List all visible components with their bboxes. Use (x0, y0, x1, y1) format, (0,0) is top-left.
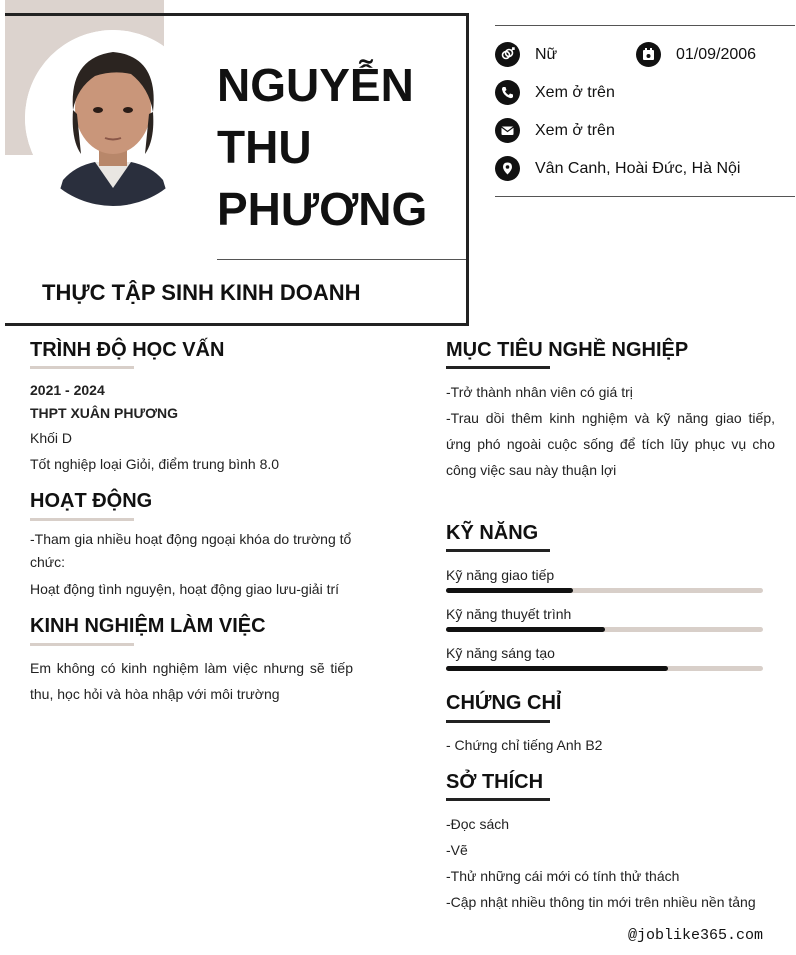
experience-title: KINH NGHIỆM LÀM VIỆC (30, 615, 266, 637)
skill-bar-fill (446, 627, 605, 632)
education-result: Tốt nghiệp loại Giỏi, điểm trung bình 8.0 (30, 456, 280, 472)
skill-bar-fill (446, 666, 668, 671)
gender-value: Nữ (535, 45, 558, 63)
full-name (217, 54, 462, 240)
hobby-item: -Cập nhật nhiều thông tin mới trên nhiều nền tảng (446, 894, 756, 910)
hobbies-underline (446, 798, 550, 801)
gender-icon (495, 42, 520, 67)
email-value: Xem ở trên (535, 121, 615, 139)
phone-icon (495, 80, 520, 105)
activities-underline (30, 518, 134, 521)
name-line: THU (217, 121, 312, 173)
contact-email (495, 118, 615, 143)
skills-underline (446, 549, 550, 552)
experience-text: Em không có kinh nghiệm làm việc nhưng sẽ tiếp thu, học hỏi và hòa nhập với môi trường (30, 660, 353, 702)
hobbies-title: SỞ THÍCH (446, 771, 544, 793)
contact-gender (495, 42, 557, 67)
activities-line-1: -Tham gia nhiều hoạt động ngoại khóa do trường tổ chức: (30, 531, 352, 570)
certificates-underline (446, 720, 550, 723)
skill-bar-track (446, 666, 763, 671)
phone-value: Xem ở trên (535, 83, 615, 101)
education-school: THPT XUÂN PHƯƠNG (30, 405, 179, 421)
job-title: THỰC TẬP SINH KINH DOANH (42, 280, 361, 305)
calendar-icon (636, 42, 661, 67)
skill-label: Kỹ năng thuyết trình (446, 606, 572, 622)
education-underline (30, 366, 134, 369)
name-divider (217, 259, 466, 260)
skill-bar-track (446, 627, 763, 632)
profile-photo (25, 30, 201, 206)
hobby-item: -Vẽ (446, 842, 468, 858)
objective-underline (446, 366, 550, 369)
skills-title: KỸ NĂNG (446, 522, 539, 544)
skill-bar-fill (446, 588, 573, 593)
contact-top-divider (495, 25, 795, 26)
activities-title: HOẠT ĐỘNG (30, 490, 153, 512)
contact-bottom-divider (495, 196, 795, 197)
objective-title: MỤC TIÊU NGHỀ NGHIỆP (446, 339, 689, 361)
education-title: TRÌNH ĐỘ HỌC VẤN (30, 339, 225, 361)
skill-label: Kỹ năng giao tiếp (446, 567, 555, 583)
birthdate-value: 01/09/2006 (676, 45, 757, 63)
education-period: 2021 - 2024 (30, 382, 105, 398)
contact-phone (495, 80, 615, 105)
location-icon (495, 156, 520, 181)
hobby-item: -Thử những cái mới có tính thử thách (446, 868, 680, 884)
experience-underline (30, 643, 134, 646)
address-value: Vân Canh, Hoài Đức, Hà Nội (535, 159, 741, 177)
skill-label: Kỹ năng sáng tạo (446, 645, 555, 661)
name-line: NGUYỄN (217, 59, 414, 111)
certificates-title: CHỨNG CHỈ (446, 692, 562, 714)
mail-icon (495, 118, 520, 143)
objective-line-2: -Trau dồi thêm kinh nghiệm và kỹ năng giao tiếp, ứng phó ngoài cuộc sống để tích lũy phục vụ cho công việc sau này thuận lợi (446, 410, 775, 478)
objective-line-1: -Trở thành nhân viên có giá trị (446, 384, 633, 400)
watermark: @joblike365.com (628, 927, 764, 944)
hobby-item: -Đọc sách (446, 816, 510, 832)
certificate-item: - Chứng chỉ tiếng Anh B2 (446, 737, 603, 753)
contact-birthdate (636, 42, 756, 67)
skill-bar-track (446, 588, 763, 593)
activities-line-2: Hoạt động tình nguyện, hoạt động giao lưu-giải trí (30, 581, 340, 597)
education-major: Khối D (30, 430, 73, 446)
name-line: PHƯƠNG (217, 183, 428, 235)
contact-address (495, 156, 740, 181)
